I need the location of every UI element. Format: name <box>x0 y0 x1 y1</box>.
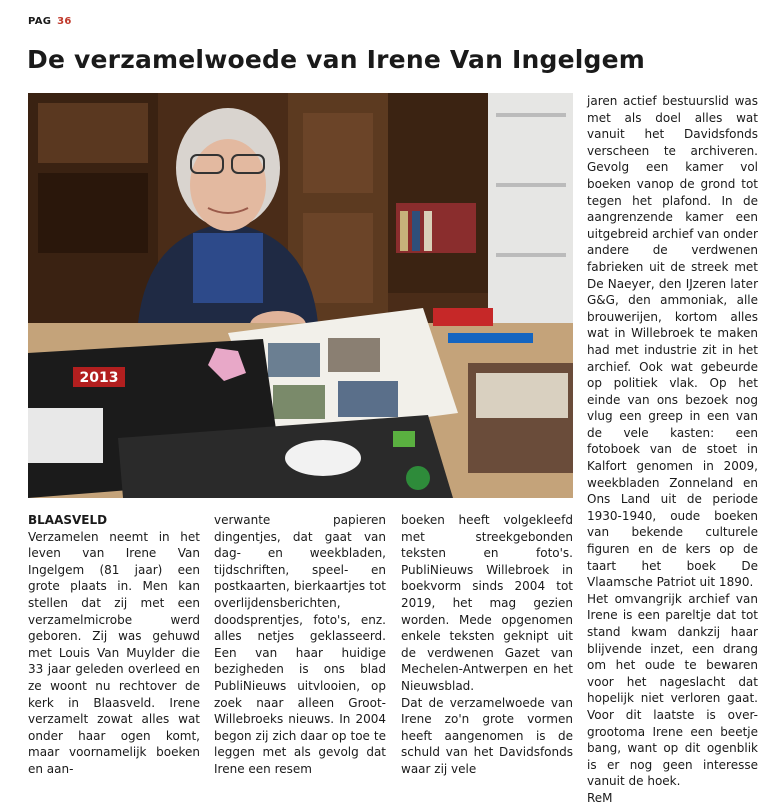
article-headline: De verzamelwoede van Irene Van Ingelgem <box>27 45 646 74</box>
page-label: PAG <box>28 16 52 27</box>
author-signature: ReM <box>587 790 613 805</box>
page-number <box>28 16 72 27</box>
column-3-paragraph-1: boeken heeft volgekleefd met streekgebonden teksten en foto's. PubliNieuws Willebroek in boekvorm sinds 2004 tot 2019, het mag gezien worden. Mede opgenomen enkele teksten geknipt uit de verdwenen Gazet van Mechelen-Antwerpen en het Nieuwsblad. <box>401 513 573 693</box>
article-column-4 <box>587 93 758 807</box>
column-3-paragraph-2: Dat de verzamelwoede van Irene zo'n grote vormen heeft aangenomen is de schuld van het Davidsfonds waar zij vele <box>401 695 573 776</box>
column-2-text: verwante papieren dingentjes, dat gaat van dag- en weekbladen, tijdschriften, speel- en postkaarten, bierkaartjes tot overlijdensberichten, doodsprentjes, foto's, enz. alles netjes geklasseerd. Een van haar huidige bezigheden is ons blad PubliNieuws uitvlooien, op zoek naar alleen Groot-Willebroeks nieuws. In 2004 begon zij zich daar op toe te leggen met als gevolg dat Irene een resem <box>214 513 386 776</box>
column-1-text: Verzamelen neemt in het leven van Irene Van Ingelgem (81 jaar) een grote plaats in. Men kan stellen dat zij met een verzamelmicrobe werd geboren. Zij was gehuwd met Louis Van Muylder die 33 jaar geleden overleed en ze woont nu rechtover de kerk in Blaasveld. Irene verzamelt zowat alles wat onder haar ogen komt, maar voornamelijk boeken en aan- <box>28 529 200 776</box>
column-4-paragraph-2: Het omvangrijk archief van Irene is een pareltje dat tot stand kwam dankzij haar blijvende inzet, een drang om het oude te bewaren voor het nageslacht dat hopelijk niet verloren gaat. Voor dit laatste is over-grootoma Irene een beetje bang, want op dit ogenblik is er nog geen interesse vanuit de hoek. <box>587 591 758 789</box>
article-dateline: BLAASVELD <box>28 513 108 527</box>
article-column-1 <box>28 512 200 778</box>
column-4-paragraph-1: jaren actief bestuurslid was met als doel alles wat vanuit het Davidsfonds verscheen te archiveren. Gevolg een kamer vol boeken vanop de grond tot tegen het plafond. In de aangrenzende kamer een uitgebreid archief van onder andere de verdwenen fabrieken uit de streek met De Naeyer, den IJzeren later G&G, den ammoniak, alle brouwerijen, kortom alles wat in Willebroek te maken had met industrie zit in het archief. Ook wat gebeurde op politiek vlak. Op het einde van ons bezoek nog vlug een greep in een van de vele kasten: een fotoboek van de stoet in Kalfort genomen in 2009, weekbladen Zonneland en Ons Land uit de periode 1930-1940, oude boeken van bekende culturele figuren en de kers op de taart het boek De Vlaamsche Patriot uit 1890. <box>587 94 758 590</box>
article-column-2 <box>214 512 386 778</box>
album-year-label: 2013 <box>79 370 119 386</box>
photo-illustration <box>28 93 573 498</box>
page-number-value: 36 <box>57 16 72 27</box>
article-photo <box>28 93 573 498</box>
article-column-3 <box>401 512 573 778</box>
